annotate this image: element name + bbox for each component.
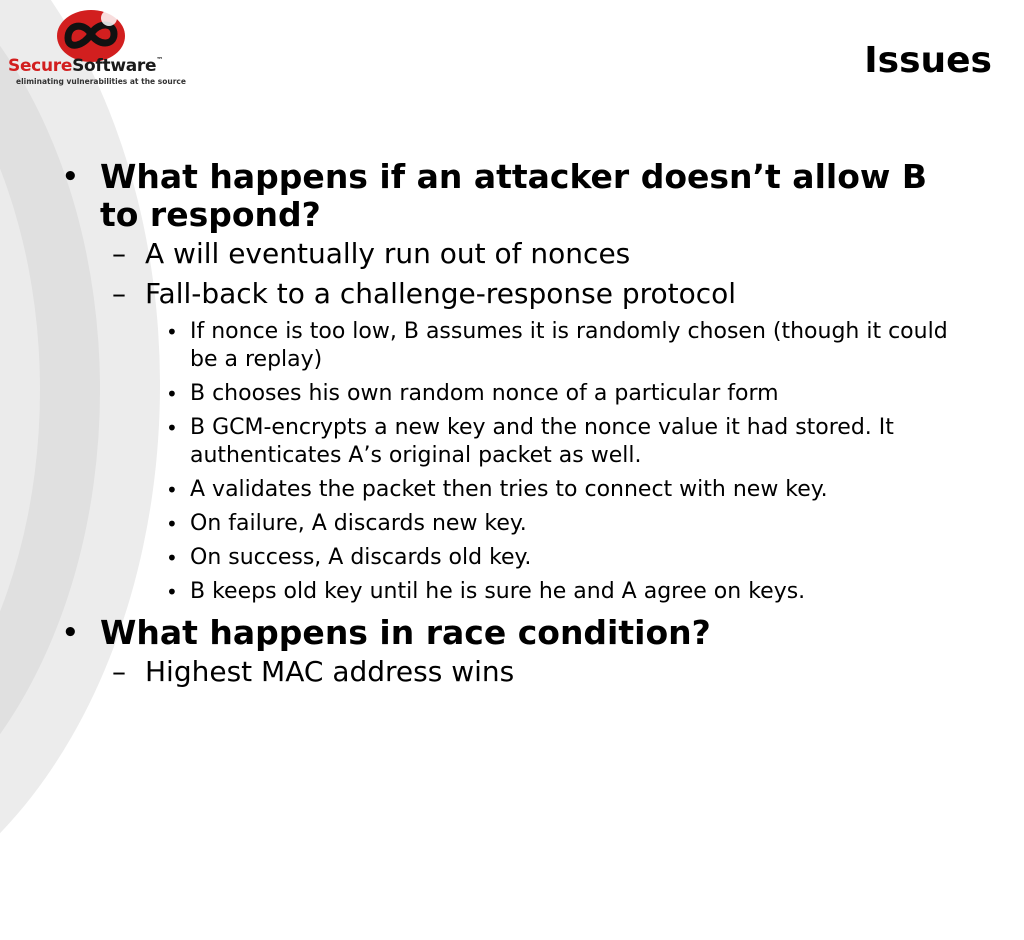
bullet-text: What happens in race condition? (100, 613, 711, 652)
bullet-level3 (62, 476, 962, 504)
bullet-level3 (62, 544, 962, 572)
bullet-text: What happens if an attacker doesn’t allow B to respond? (100, 157, 927, 234)
bullet-glyph: • (166, 416, 178, 440)
bullet-text: On success, A discards old key. (190, 545, 532, 570)
bullet-glyph: • (166, 580, 178, 604)
bullet-level3 (62, 578, 962, 606)
bullet-glyph: • (62, 162, 79, 192)
logo-word-secure: Secure (8, 56, 73, 76)
bullet-text: Highest MAC address wins (145, 655, 515, 688)
bullet-text: A will eventually run out of nonces (145, 237, 631, 270)
bullet-text: A validates the packet then tries to connect with new key. (190, 477, 828, 502)
bullet-level3 (62, 380, 962, 408)
bullet-text: On failure, A discards new key. (190, 511, 527, 536)
slide-title: Issues (864, 40, 992, 81)
bullet-level3 (62, 510, 962, 538)
bullet-glyph: • (166, 382, 178, 406)
slide-content (62, 158, 962, 692)
bullet-level1 (62, 158, 962, 234)
bullet-level2 (62, 652, 962, 692)
securesoftware-logo (4, 6, 184, 86)
bullet-text: B keeps old key until he is sure he and A agree on keys. (190, 579, 806, 604)
dash-glyph: – (112, 277, 126, 310)
bullet-glyph: • (166, 478, 178, 502)
bullet-text: B GCM-encrypts a new key and the nonce value it had stored. It authenticates A’s original packet as well. (190, 415, 894, 468)
bullet-level2 (62, 274, 962, 314)
bullet-text: Fall-back to a challenge-response protocol (145, 277, 737, 310)
bullet-level3 (62, 318, 962, 374)
dash-glyph: – (112, 655, 126, 688)
logo-trademark: ™ (156, 56, 163, 64)
logo-wordmark (8, 56, 163, 76)
bullet-level1 (62, 614, 962, 652)
bullet-level3 (62, 414, 962, 470)
dash-glyph: – (112, 237, 126, 270)
bullet-glyph: • (166, 320, 178, 344)
logo-tagline: eliminating vulnerabilities at the source (16, 77, 186, 86)
bullet-level2 (62, 234, 962, 274)
bullet-glyph: • (62, 618, 79, 648)
bullet-glyph: • (166, 546, 178, 570)
bullet-glyph: • (166, 512, 178, 536)
bullet-text: B chooses his own random nonce of a particular form (190, 381, 779, 406)
logo-word-software: Software (72, 56, 157, 76)
bullet-text: If nonce is too low, B assumes it is randomly chosen (though it could be a replay) (190, 319, 948, 372)
